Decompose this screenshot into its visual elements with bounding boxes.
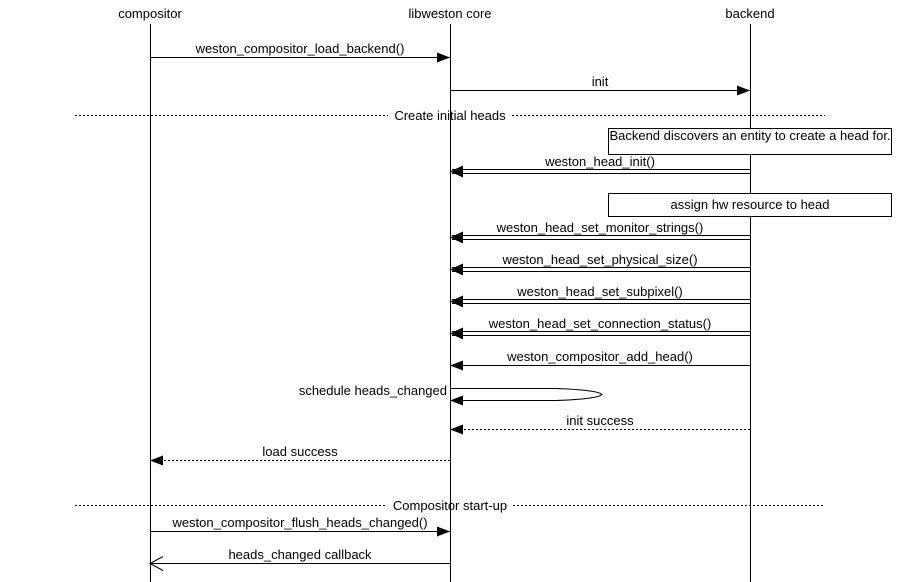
note-assign-hw-resource-text: assign hw resource to head	[670, 197, 830, 212]
note-assign-hw-resource	[608, 193, 892, 217]
message-load-backend-label: weston_compositor_load_backend()	[195, 41, 405, 56]
participant-backend: backend	[725, 6, 775, 21]
note-backend-discovers	[608, 128, 892, 155]
message-set-connection-status-label: weston_head_set_connection_status()	[488, 316, 712, 331]
message-init-success-label: init success	[566, 413, 634, 428]
divider-create-initial-heads-label: Create initial heads	[394, 108, 506, 123]
note-backend-discovers-text: Backend discovers an entity to create a head for.	[609, 128, 891, 143]
message-set-monitor-strings-label: weston_head_set_monitor_strings()	[496, 220, 704, 235]
arrow-schedule-heads-changed-loop	[450, 389, 602, 401]
arrow-schedule-heads-changed-head	[450, 396, 463, 406]
message-flush-heads-changed-label: weston_compositor_flush_heads_changed()	[172, 515, 428, 530]
message-add-head-label: weston_compositor_add_head()	[507, 349, 693, 364]
participant-compositor: compositor	[118, 6, 182, 21]
message-set-physical-size-label: weston_head_set_physical_size()	[502, 252, 698, 267]
divider-compositor-startup-label: Compositor start-up	[392, 498, 508, 513]
message-head-init-label: weston_head_init()	[545, 154, 655, 169]
message-heads-changed-callback-label: heads_changed callback	[228, 547, 372, 562]
message-load-success-label: load success	[262, 444, 338, 459]
participant-libweston-core: libweston core	[408, 6, 492, 21]
message-set-subpixel-label: weston_head_set_subpixel()	[517, 284, 683, 299]
message-schedule-heads-changed-label: schedule heads_changed	[298, 383, 447, 398]
message-init-label: init	[591, 74, 609, 89]
